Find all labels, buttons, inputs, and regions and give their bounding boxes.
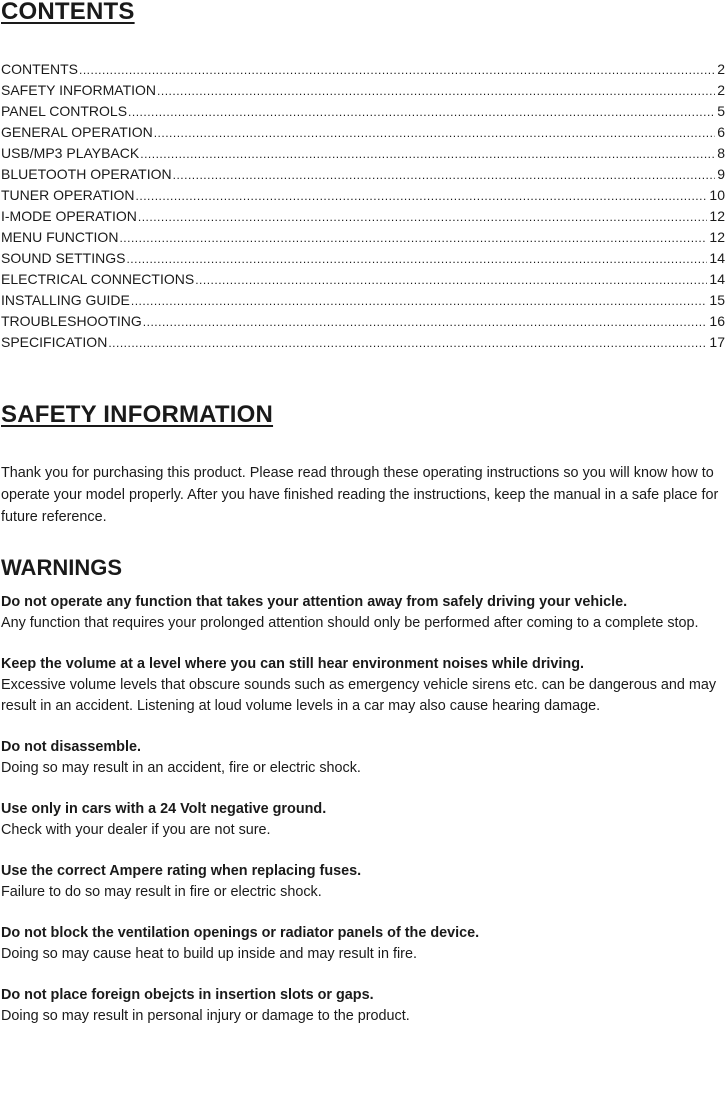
toc-entry[interactable] [1, 206, 725, 227]
toc-leader [195, 270, 707, 290]
warning-body: Doing so may result in an accident, fire or electric shock. [1, 760, 361, 776]
safety-intro-paragraph: Thank you for purchasing this product. Please read through these operating instructions so you will know how to operate your model properly. After you have finished reading the instructions, keep the manual in a safe place for future reference. [1, 465, 719, 525]
toc-leader [136, 186, 708, 206]
warning-item [1, 654, 723, 717]
toc-leader [140, 144, 715, 164]
warning-body: Doing so may result in personal injury or damage to the product. [1, 1008, 410, 1024]
toc-leader [128, 102, 715, 122]
toc-leader [173, 165, 716, 185]
toc-entry-page: 2 [717, 82, 725, 98]
toc-entry-page: 12 [709, 208, 725, 224]
toc-entry[interactable] [1, 248, 725, 269]
toc-entry-page: 10 [709, 187, 725, 203]
toc-entry[interactable] [1, 290, 725, 311]
toc-entry-title: BLUETOOTH OPERATION [1, 166, 172, 182]
warnings-list [1, 592, 723, 1047]
warning-title: Do not block the ventilation openings or radiator panels of the device. [1, 925, 480, 941]
toc-leader [138, 207, 708, 227]
toc-entry-page: 8 [717, 145, 725, 161]
warning-item [1, 592, 723, 634]
toc-leader [131, 291, 708, 311]
toc-leader [79, 60, 715, 80]
warning-item [1, 861, 723, 903]
warning-body: Check with your dealer if you are not sure. [1, 822, 271, 838]
toc-entry-title: ELECTRICAL CONNECTIONS [1, 271, 195, 287]
contents-heading: CONTENTS [1, 0, 135, 25]
toc-entry[interactable] [1, 80, 725, 101]
warning-title: Do not place foreign obejcts in insertion slots or gaps. [1, 987, 374, 1003]
warning-title: Do not disassemble. [1, 739, 141, 755]
table-of-contents [1, 59, 725, 353]
toc-entry[interactable] [1, 269, 725, 290]
warning-title: Keep the volume at a level where you can still hear environment noises while driving. [1, 656, 584, 672]
toc-entry[interactable] [1, 185, 725, 206]
toc-entry-page: 14 [709, 271, 725, 287]
warnings-heading: WARNINGS [1, 555, 122, 580]
warning-body: Any function that requires your prolonged attention should only be performed after coming to a complete stop. [1, 615, 699, 631]
toc-entry[interactable] [1, 122, 725, 143]
warning-item [1, 799, 723, 841]
warning-body: Failure to do so may result in fire or electric shock. [1, 884, 322, 900]
toc-entry-page: 5 [717, 103, 725, 119]
toc-entry-page: 16 [709, 313, 725, 329]
toc-leader [126, 249, 707, 269]
toc-entry-title: TUNER OPERATION [1, 187, 135, 203]
toc-leader [119, 228, 707, 248]
toc-entry-title: GENERAL OPERATION [1, 124, 153, 140]
toc-entry[interactable] [1, 164, 725, 185]
toc-entry-title: MENU FUNCTION [1, 229, 119, 245]
warning-body: Doing so may cause heat to build up inside and may result in fire. [1, 946, 417, 962]
toc-leader [143, 312, 708, 332]
toc-entry-page: 15 [709, 292, 725, 308]
toc-leader [154, 123, 716, 143]
toc-entry-title: PANEL CONTROLS [1, 103, 128, 119]
toc-entry-title: INSTALLING GUIDE [1, 292, 130, 308]
toc-entry-page: 2 [717, 61, 725, 77]
toc-entry-page: 17 [709, 334, 725, 350]
toc-entry[interactable] [1, 59, 725, 80]
toc-entry[interactable] [1, 311, 725, 332]
warning-body: Excessive volume levels that obscure sounds such as emergency vehicle sirens etc. can be dangerous and may result in an accident. Listening at loud volume levels in a car may also cause hearing damage. [1, 677, 717, 714]
toc-entry-title: SOUND SETTINGS [1, 250, 126, 266]
toc-entry-page: 14 [709, 250, 725, 266]
safety-information-heading: SAFETY INFORMATION [1, 401, 274, 428]
toc-leader [157, 81, 715, 101]
toc-entry-page: 12 [709, 229, 725, 245]
warning-item [1, 923, 723, 965]
toc-entry[interactable] [1, 143, 725, 164]
toc-entry-title: CONTENTS [1, 61, 78, 77]
warning-item [1, 737, 723, 779]
warning-item [1, 985, 723, 1027]
toc-entry-title: SPECIFICATION [1, 334, 108, 350]
warning-title: Do not operate any function that takes your attention away from safely driving your vehicle. [1, 594, 628, 610]
toc-entry-title: I-MODE OPERATION [1, 208, 137, 224]
toc-entry-title: TROUBLESHOOTING [1, 313, 142, 329]
toc-entry[interactable] [1, 101, 725, 122]
toc-entry-title: SAFETY INFORMATION [1, 82, 157, 98]
warning-title: Use the correct Ampere rating when replacing fuses. [1, 863, 362, 879]
toc-entry-title: USB/MP3 PLAYBACK [1, 145, 140, 161]
toc-entry[interactable] [1, 332, 725, 353]
toc-entry[interactable] [1, 227, 725, 248]
toc-leader [108, 333, 707, 353]
warning-title: Use only in cars with a 24 Volt negative ground. [1, 801, 327, 817]
toc-entry-page: 6 [717, 124, 725, 140]
toc-entry-page: 9 [717, 166, 725, 182]
